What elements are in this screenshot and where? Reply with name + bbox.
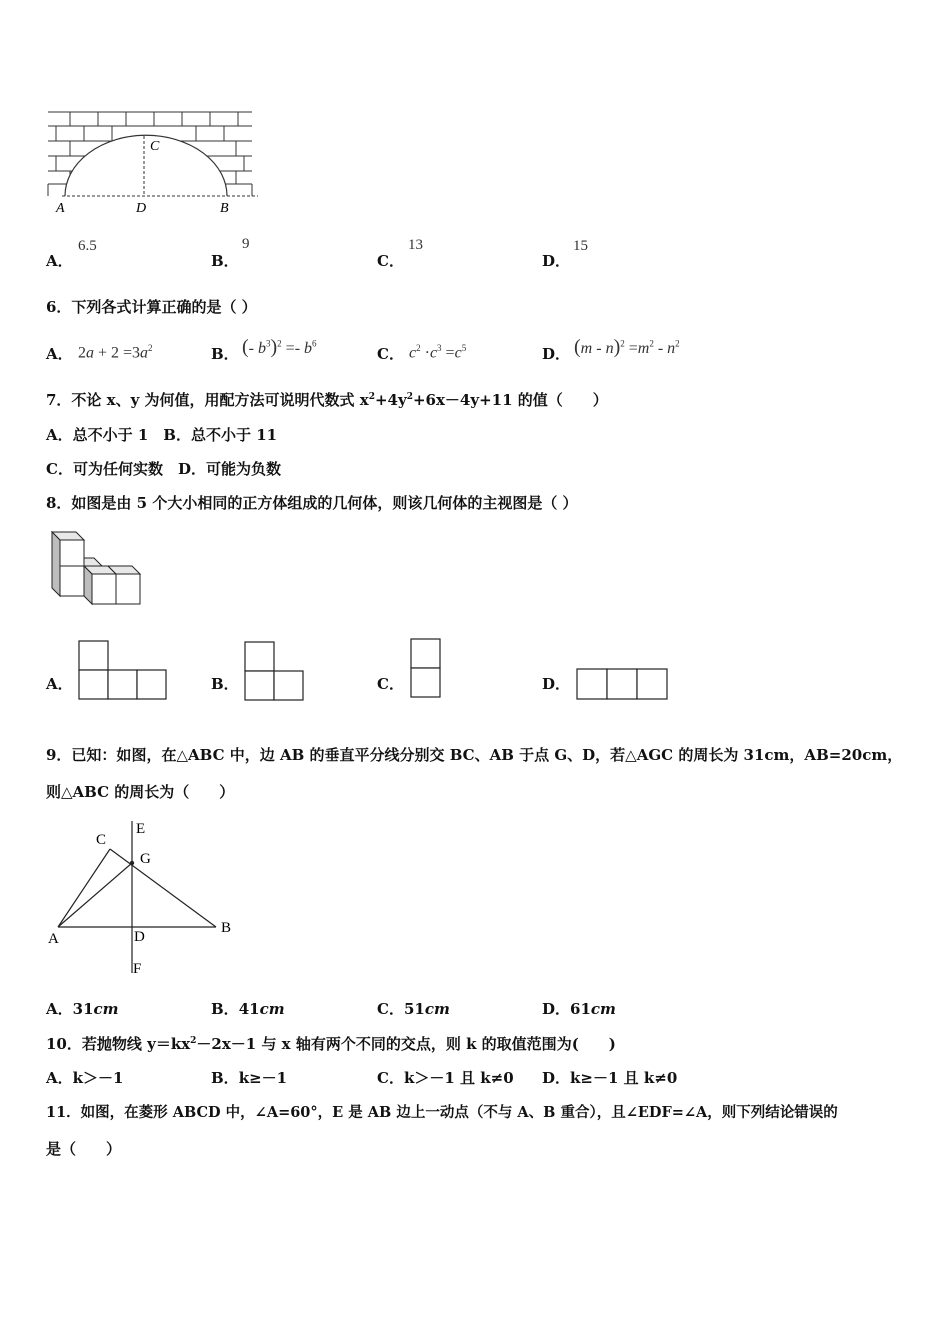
option-value: 51 [403,1000,425,1018]
q6-option-a[interactable] [46,343,73,364]
option-label: B． [211,675,239,693]
q6-option-c[interactable] [377,343,404,364]
q10-option-d[interactable] [542,1067,677,1088]
q7-stem-part: +4y [374,391,407,409]
tri-label-f: F [133,961,142,977]
q5-option-a-value: 6.5 [78,238,97,254]
q7-options-ab[interactable]: A．总不小于 1 B．总不小于 11 [46,426,278,444]
q6-option-d-expr: $(m - n)^2 =m^2 - n^2$ [574,336,680,358]
option-label: B． [211,1069,239,1087]
tri-label-d: D [134,929,145,945]
option-value: 31 [72,1000,94,1018]
option-label: D． [542,1000,571,1018]
q6-option-d[interactable] [542,343,570,364]
arch-label-a: A [56,201,65,216]
q5-option-d-value: 15 [573,238,588,254]
option-label: C． [377,345,404,363]
q5-option-c-value: 13 [408,237,423,253]
q9-stem-line2: 则△ABC 的周长为（ ） [46,783,235,801]
option-label: D． [542,675,571,693]
option-label: C． [377,1000,404,1018]
option-label: A． [46,1000,73,1018]
tri-label-b: B [221,920,232,936]
option-label: B． [211,1000,239,1018]
q8-option-c-view [410,638,444,700]
option-text: k＞－1 [72,1069,124,1087]
option-unit: cm [93,1000,119,1018]
q9-option-b[interactable] [211,998,285,1019]
q7-stem-part: +6x－4y+11 的值（ ） [412,391,608,409]
tri-label-c: C [96,832,107,848]
option-unit: cm [590,1000,616,1018]
option-label: C． [377,1069,404,1087]
option-value: 61 [570,1000,591,1018]
q10-option-a[interactable] [46,1067,123,1088]
option-label: B． [211,252,239,270]
arch-label-c: C [150,139,160,154]
q7-options-cd[interactable]: C．可为任何实数 D．可能为负数 [46,460,281,478]
q5-option-d[interactable] [542,250,570,271]
option-label: C． [377,675,404,693]
option-label: A． [46,1069,73,1087]
q6-stem: 6．下列各式计算正确的是（ ） [46,298,257,316]
q11-stem-line1: 11．如图，在菱形 ABCD 中，∠A=60°，E 是 AB 边上一动点（不与 A、B 重合），且∠EDF=∠A，则下列结论错误的 [46,1104,838,1121]
q10-option-b[interactable] [211,1067,287,1088]
q10-stem-part: 10．若抛物线 y＝kx [46,1035,191,1053]
option-value: 41 [238,1000,260,1018]
arch-label-d: D [136,201,147,216]
q6-option-a-expr: $2a + 2 =3a^2$ [78,343,153,362]
q8-option-c[interactable] [377,673,404,694]
q7-sup: 2 [368,392,375,402]
q10-sup: 2 [190,1036,197,1046]
q7-stem [46,389,608,410]
q8-option-d[interactable] [542,673,570,694]
q5-option-b-value: 9 [242,236,250,252]
option-unit: cm [424,1000,450,1018]
option-label: A． [46,345,73,363]
q8-option-a[interactable] [46,673,73,694]
q9-option-a[interactable] [46,998,119,1019]
q8-stem: 8．如图是由 5 个大小相同的正方体组成的几何体，则该几何体的主视图是（ ） [46,494,578,512]
q5-option-b[interactable] [211,250,239,271]
tri-label-e: E [136,821,146,837]
q8-option-b-view [244,641,306,703]
q10-stem [46,1033,616,1054]
q9-option-c[interactable] [377,998,450,1019]
arch-label-b: B [220,201,229,216]
arch-bridge-figure [40,108,265,220]
option-label: A． [46,675,73,693]
q10-option-c[interactable] [377,1067,514,1088]
q7-stem-part: 7．不论 x、y 为何值，用配方法可说明代数式 x [46,391,369,409]
q9-option-d[interactable] [542,998,616,1019]
option-label: D． [542,1069,571,1087]
q9-stem-line1: 9．已知：如图，在△ABC 中，边 AB 的垂直平分线分别交 BC、AB 于点 G、D，若△AGC 的周长为 31cm，AB=20cm， [46,746,903,764]
cube-solid-figure [46,528,146,610]
q11-stem-line2: 是（ ） [46,1140,122,1158]
option-text: k≥－1 [238,1069,288,1087]
option-label: D． [542,252,571,270]
triangle-bisector-figure [44,815,244,980]
q5-option-c[interactable] [377,250,404,271]
option-label: D． [542,345,571,363]
option-label: A． [46,252,73,270]
q10-stem-part: －2x－1 与 x 轴有两个不同的交点，则 k 的取值范围为( ) [196,1035,616,1053]
q8-option-d-view [576,668,670,702]
tri-label-g: G [140,851,151,867]
option-label: B． [211,345,239,363]
q6-option-c-expr: $c^2 \cdot c^3 =c^5$ [409,343,467,362]
q7-sup: 2 [406,392,413,402]
q5-option-a[interactable] [46,250,73,271]
option-text: k≥－1 且 k≠0 [570,1069,678,1087]
option-unit: cm [259,1000,285,1018]
option-text: k＞－1 且 k≠0 [403,1069,514,1087]
q6-option-b[interactable] [211,343,239,364]
option-label: C． [377,252,404,270]
q6-option-b-expr: (- $b^3)^2 =- b^6$ [242,336,317,358]
q8-option-b[interactable] [211,673,239,694]
q8-option-a-view [78,640,170,702]
tri-label-a: A [48,931,59,947]
